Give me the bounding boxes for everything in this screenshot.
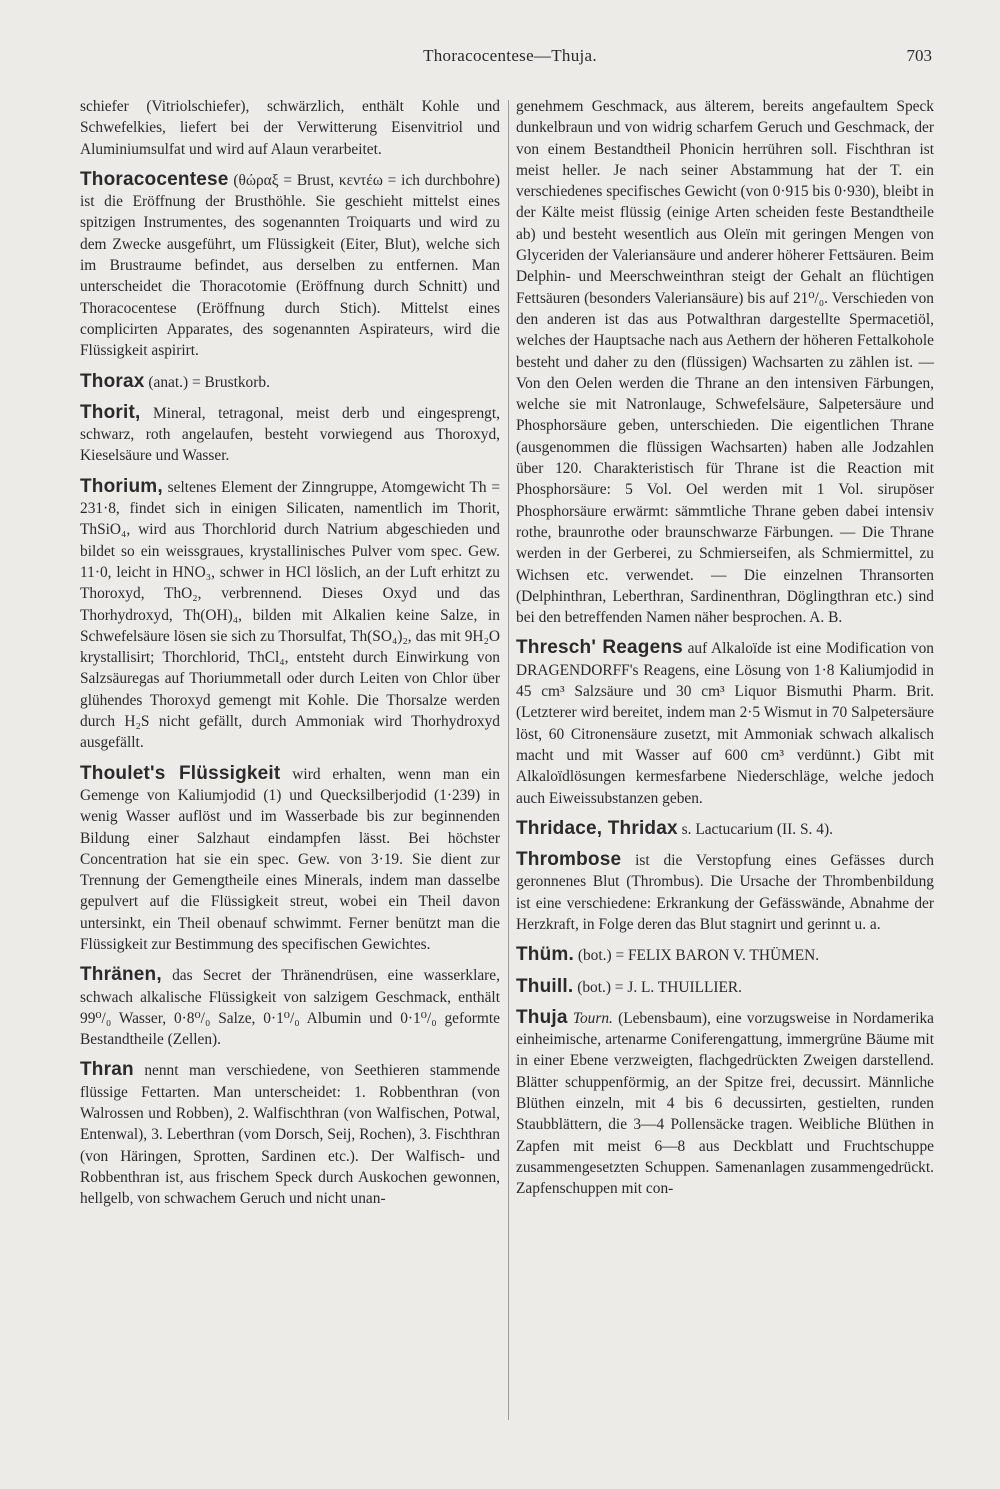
entry-thorax bbox=[80, 371, 500, 393]
entry-thridace bbox=[516, 818, 934, 840]
entry-thran-continuation bbox=[516, 96, 934, 628]
left-column bbox=[80, 96, 500, 1219]
entry-text: ist die Verstopfung eines Gefässes durch geronnenes Blut (Thrombus). Die Ursache der Thrombenbildung ist eine verschiedene: Erkrankung der Gefässwände, Abnahme der Herzkraft, in Folge deren das Blut stagnirt und gerinnt u. a. bbox=[516, 852, 934, 933]
headword: Thorit, bbox=[80, 401, 141, 423]
entry-thresch bbox=[516, 637, 934, 808]
entry-text: s. Lactucarium (II. S. 4). bbox=[677, 820, 833, 838]
page-number: 703 bbox=[906, 46, 932, 65]
running-title: Thoracocentese—Thuja. bbox=[423, 46, 597, 65]
entry-text: Mineral, tetragonal, meist derb und eingesprengt, schwarz, roth angelaufen, besteht vorwiegend aus Thoroxyd, Kieselsäure und Wasser. bbox=[80, 404, 500, 465]
headword: Thuill. bbox=[516, 975, 574, 997]
headword: Thränen, bbox=[80, 964, 162, 986]
headword: Thuja bbox=[516, 1006, 568, 1028]
headword: Thran bbox=[80, 1059, 134, 1081]
headword: Thüm. bbox=[516, 944, 574, 966]
entry-text: (anat.) = Brustkorb. bbox=[144, 373, 270, 391]
entry-text: das Secret der Thränendrüsen, eine wasserklare, schwach alkalische Flüssigkeit von salzigem Geschmack, enthält 99⁰/₀ Wasser, 0·8⁰/₀ Salze, 0·1⁰/₀ Albumin und 0·1⁰/₀ geformte Bestandtheile (Zellen). bbox=[80, 967, 500, 1049]
headword: Thorium, bbox=[80, 475, 163, 497]
entry-thrombose bbox=[516, 849, 934, 935]
entry-text: genehmem Geschmack, aus älterem, bereits angefaultem Speck dunkelbraun und von widrig scharfem Geruch und Geschmack, der von einem Bestandtheil Phonicin herrühren soll. Fischthran ist meist heller. Je nach seiner Abstammung hat der T. ein verschiedenes specifisches Gewicht (von 0·915 bis 0·930), bleibt in der Kälte meist flüssig (einige Arten scheiden feste Bestandtheile ab) und besteht wesentlich aus Oleïn mit geringen Mengen von Glyceriden der Valeriansäure und anderer höherer Fettsäuren. Beim Delphin- und Meerschweinthran steigt der Gehalt an flüchtigen Fettsäuren (besonders Valeriansäure) bis auf 21⁰/₀. Verschieden von den anderen ist das aus Potwalthran dargestellte Spermacetiöl, welches der Hauptsache nach aus Aethern der höheren Fettalkohole besteht und daher zu den (flüssigen) Wachsarten zu zählen ist. — Von den Oelen werden die Thrane an den intensiven Färbungen, welche sie mit Natronlauge, Schwefelsäure, Salpetersäure und Phosphorsäure geben, unterschieden. Die eigentlichen Thrane (ausgenommen die flüssigen Wachsarten) haben alle Jodzahlen über 120. Charakteristisch für Thrane ist die Reaction mit Phosphorsäure: 5 Vol. Oel werden mit 1 Vol. sirupöser Phosphorsäure erwärmt: sämmtliche Thrane geben dabei intensiv rothe, braunrothe oder braunschwarze Färbungen. — Die Thrane werden in der Gerberei, zu Schmierseifen, als Schmiermittel, zu Wichsen etc. verwendet. — Die einzelnen Thransorten (Delphinthran, Leberthran, Sardinenthran, Döglingthran etc.) sind bei den betreffenden Namen näher besprochen. A. B. bbox=[516, 98, 934, 627]
page-header bbox=[80, 46, 940, 72]
entry-text: wird erhalten, wenn man ein Gemenge von Kaliumjodid (1) und Quecksilberjodid (1·239) in wenig Wasser auflöst und im Wasserbade bis zur beginnenden Bildung einer Salzhaut eindampfen lässt. Bei höchster Concentration hat sie ein spec. Gew. von 3·19. Sie dient zur Trennung der Gemengtheile eines Minerals, indem man dasselbe gepulvert auf die Flüssigkeit streut, wobei ein Theil davon untersinkt, ein Theil obenauf schwimmt. Ferner benützt man die Flüssigkeit zur Bestimmung des specifischen Gewichtes. bbox=[80, 765, 500, 953]
right-column bbox=[516, 96, 934, 1209]
entry-thraenen bbox=[80, 964, 500, 1050]
entry-thuja bbox=[516, 1007, 934, 1200]
headword: Thorax bbox=[80, 370, 145, 392]
entry-thran bbox=[80, 1059, 500, 1209]
entry-text: nennt man verschiedene, von Seethieren stammende flüssige Fettarten. Man unterscheidet: 1. Robbenthran (von Walrossen und Robben), 2. Walfischthran (von Walfischen, Potwal, Entenwal), 3. Leberthran (vom Dorsch, Seij, Rochen), 3. Fischthran (von Häringen, Sprotten, Sardinen etc.). Der Walfisch- und Robbenthran ist, aus frischem Speck durch Auskochen gewonnen, hellgelb, von schwachem Geruch und nicht unan- bbox=[80, 1062, 500, 1208]
entry-thuill bbox=[516, 976, 934, 998]
author-abbreviation: Tourn. bbox=[567, 1009, 613, 1027]
entry-text: (Lebensbaum), eine vorzugsweise in Nordamerika einheimische, artenarme Coniferengattung, immergrüne Bäume mit in einer Ebene verzweigten, flachgedrückten Zweigen darstellend. Blätter schuppenförmig, an der Spitze frei, decussirt. Männliche Blüthen einzeln, mit 4 bis 6 decussirten, gestielten, runden Staubblättern, die 3—4 Pollensäcke tragen. Weibliche Blüthen in Zapfen mit meist 6—8 aus Deckblatt und Fruchtschuppe zusammengesetzten Schuppen. Samenanlagen zusammengedrückt. Zapfenschuppen mit con- bbox=[516, 1009, 934, 1198]
entry-thoulet bbox=[80, 763, 500, 956]
entry-text: (bot.) = J. L. THUILLIER. bbox=[573, 978, 743, 996]
headword: Thridace, Thridax bbox=[516, 817, 678, 839]
entry-text: auf Alkaloïde ist eine Modification von DRAGENDORFF's Reagens, eine Lösung von 1·8 Kaliumjodid in 45 cm³ Salzsäure und 30 cm³ Liquor Bismuthi Pharm. Brit. (Letzterer wird bereitet, indem man 2·5 Wismut in 70 Salpetersäure löst, 60 Citronensäure zusetzt, mit Ammoniak schwach alkalisch macht und mit Wasser auf 600 cm³ verdünnt.) Gibt mit Alkaloïdlösungen kermesfarbene Niederschläge, welche jedoch auch Eiweissubstanzen geben. bbox=[516, 640, 934, 807]
headword: Thrombose bbox=[516, 849, 622, 871]
entry-thorium bbox=[80, 476, 500, 754]
entry-thuem bbox=[516, 944, 934, 966]
entry-schiefer-continuation bbox=[80, 96, 500, 160]
entry-thorit bbox=[80, 402, 500, 467]
column-divider bbox=[508, 100, 509, 1420]
entry-text: seltenes Element der Zinngruppe, Atomgewicht Th = 231·8, findet sich in einigen Silicaten, namentlich im Thorit, ThSiO₄, wird aus Thorchlorid durch Natrium abgeschieden und bildet so ein weissgraues, krystallinisches Pulver vom spec. Gew. 11·0, leicht in HNO₃, schwer in HCl löslich, an der Luft erhitzt zu Thoroxyd, ThO₂, verbrennend. Dieses Oxyd und das Thorhydroxyd, Th(OH)₄, bilden mit Alkalien keine Salze, in Schwefelsäure lösen sie sich zu Thorsulfat, Th(SO₄)₂, das mit 9H₂O krystallisirt; Thorchlorid, ThCl₄, entsteht durch Einwirkung von Salzsäuregas auf Thoriummetall oder durch Leiten von Chlor über glühendes Thoroxyd gemengt mit Kohle. Die Thorsalze werden durch H₂S nicht gefällt, durch Ammoniak wird Thorhydroxyd ausgefällt. bbox=[80, 478, 500, 752]
entry-text: (bot.) = FELIX BARON V. THÜMEN. bbox=[574, 947, 820, 965]
entry-thoracocentese bbox=[80, 169, 500, 362]
entry-text: (θώραξ = Brust, κεντέω = ich durchbohre) ist die Eröffnung der Brusthöhle. Sie geschieht mittelst eines spitzigen Instrumentes, des sogenannten Troiquarts und wird zu dem Zwecke ausgeführt, um Flüssigkeit (Eiter, Blut), welche sich im Brustraume befindet, aus derselben zu entfernen. Man unterscheidet die Thoracotomie (Eröffnung durch Schnitt) und Thoracocentese (Eröffnung durch Stich). Mittelst eines complicirten Apparates, des sogenannten Aspirateurs, wird die Flüssigkeit aspirirt. bbox=[80, 171, 500, 360]
entry-text: schiefer (Vitriolschiefer), schwärzlich, enthält Kohle und Schwefelkies, liefert bei der Verwitterung Eisenvitriol und Aluminiumsulfat und wird auf Alaun verarbeitet. bbox=[80, 98, 500, 158]
headword: Thoracocentese bbox=[80, 168, 229, 190]
headword: Thresch' Reagens bbox=[516, 637, 683, 659]
headword: Thoulet's Flüssigkeit bbox=[80, 762, 281, 784]
